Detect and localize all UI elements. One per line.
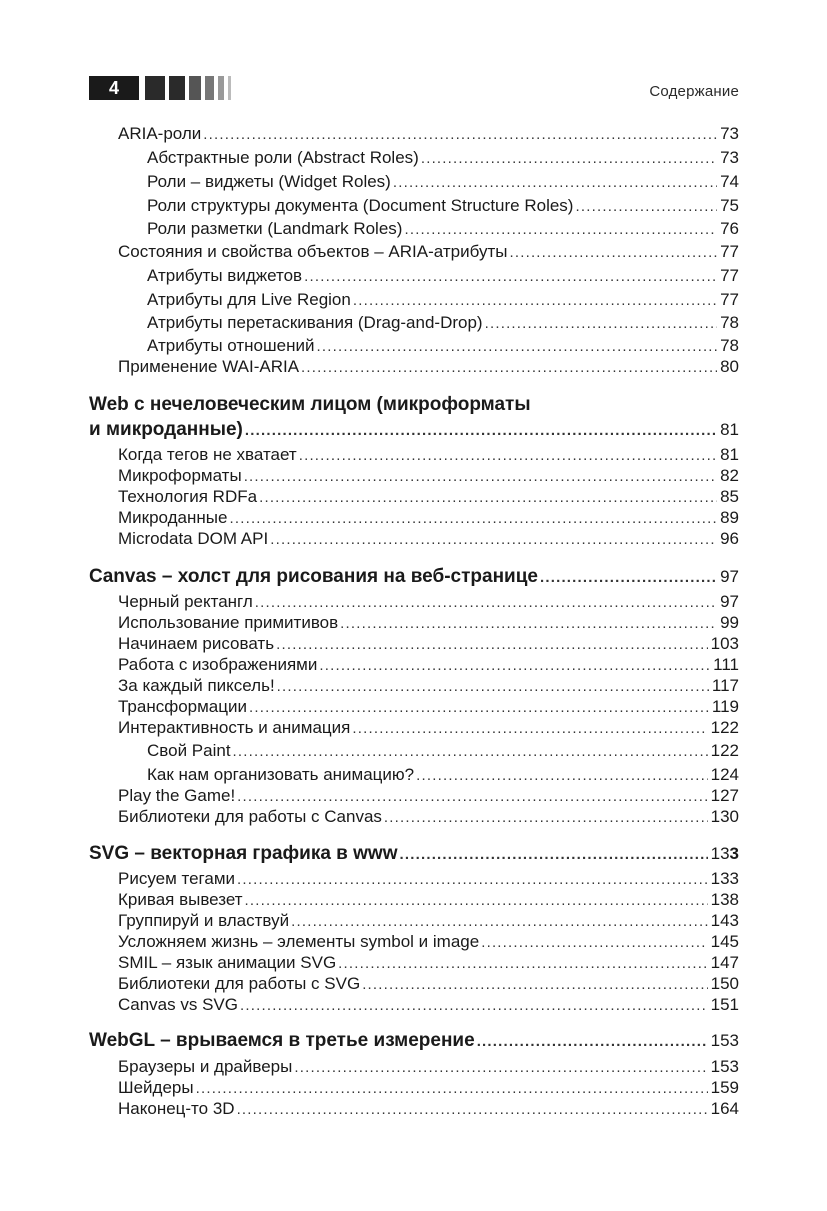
toc-entry-page: 89 xyxy=(720,508,739,527)
toc-entry-title: Черный ректангл xyxy=(118,592,253,611)
dot-leader xyxy=(259,487,717,509)
toc-entry-title: Атрибуты отношений xyxy=(147,336,315,355)
toc-entry[interactable] xyxy=(89,1077,739,1099)
toc-entry-title: Начинаем рисовать xyxy=(118,634,275,653)
toc-entry-page: 111 xyxy=(713,655,739,674)
toc-entry-page: 127 xyxy=(710,786,739,805)
toc-entry[interactable] xyxy=(89,740,739,762)
toc-entry[interactable] xyxy=(89,612,739,634)
toc-entry[interactable] xyxy=(89,994,739,1016)
toc-entry-title: Рисуем тегами xyxy=(118,869,236,888)
dot-leader xyxy=(540,565,717,591)
toc-entry-title: Роли – виджеты (Widget Roles) xyxy=(147,172,391,191)
toc-entry-title: ARIA-роли xyxy=(118,124,202,143)
dot-leader xyxy=(485,313,717,335)
page-number: 4 xyxy=(89,76,139,100)
toc-entry-page: 96 xyxy=(720,529,739,548)
toc-entry[interactable] xyxy=(89,952,739,974)
toc-entry-page: 164 xyxy=(710,1099,739,1118)
toc-entry-page: 75 xyxy=(720,196,739,215)
toc-entry-page: 78 xyxy=(720,336,739,355)
dot-leader xyxy=(237,869,708,891)
toc-entry-title: Свой Paint xyxy=(147,741,231,760)
toc-entry[interactable] xyxy=(89,356,739,378)
toc-entry-title: Наконец-то 3D xyxy=(118,1099,235,1118)
toc-entry[interactable] xyxy=(89,335,739,357)
toc-entry[interactable] xyxy=(89,444,739,466)
chapter-entry[interactable] xyxy=(89,1028,739,1054)
toc-entry[interactable] xyxy=(89,289,739,311)
toc-entry-page: 133 xyxy=(710,869,739,888)
dot-leader xyxy=(244,466,717,488)
dot-leader xyxy=(353,290,717,312)
dot-leader xyxy=(229,508,717,530)
toc-entry[interactable] xyxy=(89,633,739,655)
toc-entry-title: Микроданные xyxy=(118,508,228,527)
toc-entry-title: Атрибуты виджетов xyxy=(147,266,303,285)
chapter-page: 153 xyxy=(710,1031,739,1050)
toc-entry[interactable] xyxy=(89,868,739,890)
toc-entry[interactable] xyxy=(89,171,739,193)
toc-entry[interactable] xyxy=(89,806,739,828)
toc-entry-page: 81 xyxy=(720,445,739,464)
toc-entry-page: 143 xyxy=(710,911,739,930)
toc-entry-title: Использование примитивов xyxy=(118,613,339,632)
toc-entry[interactable] xyxy=(89,1056,739,1078)
dot-leader xyxy=(291,911,708,933)
toc-entry-page: 122 xyxy=(710,718,739,737)
toc-entry-page: 147 xyxy=(710,953,739,972)
dot-leader xyxy=(404,219,717,241)
toc-entry-title: Применение WAI-ARIA xyxy=(118,357,300,376)
chapter-entry[interactable] xyxy=(89,417,739,443)
toc-entry-title: Библиотеки для работы с Canvas xyxy=(118,807,382,826)
dot-leader xyxy=(477,1029,708,1055)
toc-entry-page: 78 xyxy=(720,313,739,332)
toc-entry-page: 99 xyxy=(720,613,739,632)
toc-entry-page: 159 xyxy=(710,1078,739,1097)
dot-leader xyxy=(270,529,717,551)
dot-leader xyxy=(299,445,717,467)
toc-entry-page: 103 xyxy=(710,634,739,653)
toc-entry-title: Группируй и властвуй xyxy=(118,911,290,930)
running-title: Содержание xyxy=(649,83,739,100)
toc-entry[interactable] xyxy=(89,591,739,613)
toc-entry-title: Кривая вывезет xyxy=(118,890,243,909)
chapter-page: 97 xyxy=(720,567,739,586)
toc-entry-page: 151 xyxy=(710,995,739,1014)
toc-entry[interactable] xyxy=(89,465,739,487)
toc-entry-page: 77 xyxy=(720,266,739,285)
toc-entry-title: Микроформаты xyxy=(118,466,242,485)
toc-entry-page: 80 xyxy=(720,357,739,376)
toc-entry[interactable] xyxy=(89,910,739,932)
toc-entry-title: Атрибуты перетаскивания (Drag-and-Drop) xyxy=(147,313,483,332)
toc-entry[interactable] xyxy=(89,241,739,263)
toc-entry[interactable] xyxy=(89,785,739,807)
toc-entry-page: 74 xyxy=(720,172,739,191)
dot-leader xyxy=(237,1099,708,1121)
toc-entry-title: Когда тегов не хватает xyxy=(118,445,297,464)
toc-entry[interactable] xyxy=(89,973,739,995)
dot-leader xyxy=(319,655,710,677)
dot-leader xyxy=(362,974,707,996)
toc-entry-title: За каждый пиксель! xyxy=(118,676,275,695)
dot-leader xyxy=(294,1057,707,1079)
chapter-page-prefix: 13 xyxy=(710,844,730,863)
chapter-title: WebGL – врываемся в третье измерение xyxy=(89,1030,475,1051)
toc-entry-title: Работа с изображениями xyxy=(118,655,318,674)
dot-leader xyxy=(237,786,707,808)
toc-entry-title: Роли разметки (Landmark Roles) xyxy=(147,219,403,238)
toc-entry-title: Интерактивность и анимация xyxy=(118,718,351,737)
dot-leader xyxy=(304,266,717,288)
toc-entry[interactable] xyxy=(89,218,739,240)
toc-entry-title: Атрибуты для Live Region xyxy=(147,290,351,309)
toc-entry-page: 122 xyxy=(710,741,739,760)
chapter-page xyxy=(711,841,739,867)
toc-entry-title: Состояния и свойства объектов – ARIA-атрибуты xyxy=(118,242,508,261)
toc-entry-page: 150 xyxy=(710,974,739,993)
toc-entry-title: Microdata DOM API xyxy=(118,529,269,548)
dot-leader xyxy=(481,932,707,954)
toc-entry[interactable] xyxy=(89,717,739,739)
toc-entry-page: 130 xyxy=(710,807,739,826)
toc-entry-page: 153 xyxy=(710,1057,739,1076)
toc-entry[interactable] xyxy=(89,312,739,334)
dot-leader xyxy=(316,336,717,358)
toc-entry-page: 82 xyxy=(720,466,739,485)
toc-entry-page: 77 xyxy=(720,242,739,261)
toc-entry[interactable] xyxy=(89,654,739,676)
chapter-title: и микроданные) xyxy=(89,419,243,440)
toc-entry[interactable] xyxy=(89,195,739,217)
toc-entry[interactable] xyxy=(89,507,739,529)
toc-entry[interactable] xyxy=(89,675,739,697)
toc-entry-title: Трансформации xyxy=(118,697,247,716)
toc-entry-page: 97 xyxy=(720,592,739,611)
dot-leader xyxy=(301,357,717,379)
dot-leader xyxy=(340,613,717,635)
toc-entry-page: 73 xyxy=(720,124,739,143)
dot-leader xyxy=(240,995,708,1017)
dot-leader xyxy=(276,634,708,656)
dot-leader xyxy=(421,148,717,170)
toc-entry[interactable] xyxy=(89,528,739,550)
toc-entry-title: Роли структуры документа (Document Structure Roles) xyxy=(147,196,574,215)
dot-leader xyxy=(399,842,707,868)
dot-leader xyxy=(245,418,717,444)
toc-entry-title: Библиотеки для работы с SVG xyxy=(118,974,361,993)
toc-entry-title: SMIL – язык анимации SVG xyxy=(118,953,337,972)
toc-entry-title: Play the Game! xyxy=(118,786,236,805)
toc-entry-title: Технология RDFa xyxy=(118,487,258,506)
chapter-page: 81 xyxy=(720,420,739,439)
toc-entry-title: Абстрактные роли (Abstract Roles) xyxy=(147,148,419,167)
toc-entry[interactable] xyxy=(89,889,739,911)
toc-entry-page: 124 xyxy=(710,765,739,784)
dot-leader xyxy=(203,124,717,146)
toc-entry[interactable] xyxy=(89,147,739,169)
dot-leader xyxy=(393,172,717,194)
dot-leader xyxy=(245,890,708,912)
toc-entry[interactable] xyxy=(89,265,739,287)
toc-entry-title: Усложняем жизнь – элементы symbol и image xyxy=(118,932,480,951)
chapter-title: Canvas – холст для рисования на веб-странице xyxy=(89,566,538,587)
dot-leader xyxy=(233,741,708,763)
dot-leader xyxy=(277,676,709,698)
toc-entry-title: Браузеры и драйверы xyxy=(118,1057,293,1076)
toc-entry-page: 73 xyxy=(720,148,739,167)
chapter-title: SVG – векторная графика в www xyxy=(89,843,398,864)
chapter-entry[interactable] xyxy=(89,564,739,590)
chapter-page-suffix: 3 xyxy=(729,844,739,863)
dot-leader xyxy=(416,765,708,787)
toc-entry-page: 138 xyxy=(710,890,739,909)
toc-entry-page: 85 xyxy=(720,487,739,506)
toc-entry-page: 76 xyxy=(720,219,739,238)
dot-leader xyxy=(352,718,707,740)
toc-entry[interactable] xyxy=(89,1098,739,1120)
toc-entry-page: 145 xyxy=(710,932,739,951)
toc-entry[interactable] xyxy=(89,931,739,953)
toc-entry-title: Canvas vs SVG xyxy=(118,995,238,1014)
toc-entry[interactable] xyxy=(89,123,739,145)
dot-leader xyxy=(196,1078,708,1100)
toc-entry-page: 117 xyxy=(711,676,739,695)
toc-entry-title: Шейдеры xyxy=(118,1078,194,1097)
dot-leader xyxy=(575,196,717,218)
dot-leader xyxy=(384,807,708,829)
toc-entry-page: 119 xyxy=(711,697,739,716)
toc-entry-title: Как нам организовать анимацию? xyxy=(147,765,415,784)
dot-leader xyxy=(509,242,717,264)
chapter-entry[interactable] xyxy=(89,841,739,867)
toc-entry[interactable] xyxy=(89,764,739,786)
chapter-title[interactable]: Web с нечеловеческим лицом (микроформаты xyxy=(89,394,531,415)
dot-leader xyxy=(249,697,709,719)
toc-entry[interactable] xyxy=(89,696,739,718)
toc-entry[interactable] xyxy=(89,486,739,508)
running-header xyxy=(89,76,739,100)
toc-entry-page: 77 xyxy=(720,290,739,309)
dot-leader xyxy=(255,592,717,614)
dot-leader xyxy=(338,953,707,975)
